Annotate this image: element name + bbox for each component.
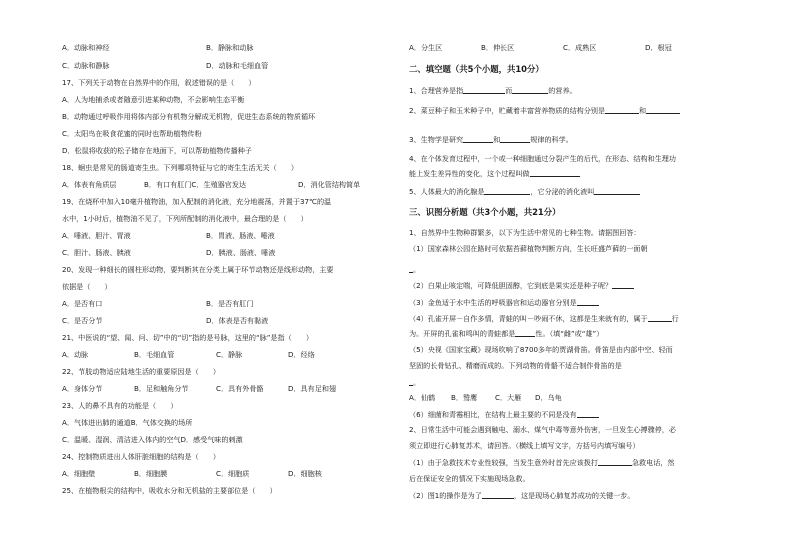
fill-q4-part-b: 能上发生差异性的变化，这个过程叫做 (409, 169, 530, 178)
q22-option-a: A．身体分节 (62, 384, 103, 393)
q18-options (62, 180, 360, 190)
q22-options (62, 384, 336, 394)
q22-stem: 22、节肢动物适应陆地生活的重要原因是（ ） (62, 367, 220, 376)
q20-options (62, 299, 253, 309)
q19-option-d: D．胰液、肠液、唾液 (206, 248, 276, 257)
fill-q5-part-a: 5、人体最大的消化腺是 (409, 187, 485, 196)
analysis-q2-line-1: 2、日常生活中可能会遇到触电、溺水、煤气中毒等意外伤害，一旦发生心搏骤停，必 (409, 425, 676, 434)
q25-stem: 25、在植物根尖的结构中，吸收水分和无机盐的主要部位是（ ） (62, 486, 277, 495)
q23-options-ab: A．气体进出肺的通道B．气体交换的场所 (62, 418, 193, 427)
q16-option-b: B．静脉和动脉 (206, 43, 254, 52)
q19-options-2 (62, 248, 275, 258)
fill-q2-blank-2[interactable] (646, 105, 680, 114)
q19-option-c: C．胆汁、肠液、胰液 (62, 248, 131, 257)
fill-q3 (409, 134, 573, 145)
analysis-q2-sub2-text-a: （2）图1的操作是为了 (409, 491, 482, 500)
fill-q3-part-b: 和 (493, 135, 501, 144)
fill-q1 (409, 85, 577, 96)
fill-q1-part-c: 的营养。 (548, 86, 577, 95)
fill-q3-blank-1[interactable] (463, 134, 493, 143)
analysis-q1-sub4-text-d: 性。（填“雌”或“雄”） (535, 329, 604, 338)
analysis-q1-sub4-text-c: 为。开屏的孔雀和鸣叫的青蛙都是 (409, 329, 516, 338)
analysis-q1-option-c: C．大雁 (495, 393, 522, 402)
q16-option-d: D．动脉和毛细血管 (206, 61, 269, 70)
analysis-q2-sub2-text-b: ，这是现场心肺复苏成功的关键一步。 (513, 491, 635, 500)
q24-options (62, 469, 322, 479)
q20-option-c: C．是否分节 (62, 316, 103, 325)
q20-option-a: A．是否有口 (62, 299, 103, 308)
q16-option-c: C．动脉和静脉 (62, 61, 110, 70)
analysis-q1-intro: 1、自然界中生物种群繁多，以下为生活中常见的七种生物。请据图回答： (409, 228, 641, 237)
q25-option-b: B．伸长区 (481, 43, 515, 52)
fill-q5-blank-2[interactable] (594, 186, 640, 195)
analysis-q1-sub1-cont (409, 264, 420, 275)
q19-options (62, 231, 275, 241)
analysis-q1-sub4-text: （4）孔雀开屏－自作多情，青蛙的叫－吵闹不休，这都是生来就有的，属于 (409, 314, 648, 323)
q25-option-a: A．分生区 (409, 43, 443, 52)
q18-option-a: A．体表有角质层 (62, 180, 117, 189)
fill-q4-line-1: 4、在个体发育过程中，一个或一种细胞通过分裂产生的后代，在形态、结构和生理功 (409, 154, 676, 163)
analysis-q2-sub2 (409, 490, 634, 501)
q19-option-a: A．唾液、胆汁、胃液 (62, 231, 131, 240)
q19-stem-1: 19、在烧杯中加入10毫升植物油，加入配制的消化液，充分地震荡，并置于37℃的温 (62, 197, 332, 206)
analysis-q1-sub2-text: （2）白果止咳定喘，可降低胆固醇，它到底是果实还是种子呢？ (409, 281, 613, 290)
analysis-q1-sub1-text: （1）国家森林公园在路时可依据苔藓植物判断方向，生长旺盛芦藓的一面朝 (409, 244, 648, 253)
analysis-q1-sub6 (409, 409, 599, 420)
analysis-q1-sub3 (409, 297, 599, 308)
q18-option-d: D．消化管结构简单 (298, 180, 361, 189)
q24-option-d: D．细胞核 (288, 469, 322, 478)
analysis-q2-sub2-blank[interactable] (482, 490, 514, 499)
analysis-q1-option-a: A．仙鹤 (409, 393, 436, 402)
analysis-q1-option-b: B．鹫鹰 (451, 393, 478, 402)
q22-option-b: B．足和触角分节 (134, 384, 189, 393)
q21-option-d: D．经络 (288, 350, 315, 359)
fill-q5-blank-1[interactable] (484, 186, 530, 195)
q25-options (409, 43, 672, 53)
fill-q1-blank-1[interactable] (463, 85, 505, 94)
analysis-q1-sub1-end: 。 (413, 265, 421, 274)
analysis-q1-sub4 (409, 313, 679, 324)
fill-q3-part-c: 规律的科学。 (530, 135, 573, 144)
analysis-q1-sub5-end: 。 (413, 378, 421, 387)
analysis-q1-sub5-line-3 (409, 377, 420, 388)
q19-option-b: B．胃液、肠液、唾液 (206, 231, 275, 240)
q17-stem: 17、下列关于动物在自然界中的作用，叙述错误的是（ ） (62, 78, 256, 87)
q18-stem: 18、蛔虫是常见的肠道寄生虫。下列哪项特征与它的寄生生活无关（ ） (62, 163, 299, 172)
q24-stem: 24、控制物质进出人体肝脏细胞的结构是（ ） (62, 452, 220, 461)
q23-options-cd: C．温暖、湿润、清洁进入体内的空气D．感受气味的刺激 (62, 435, 243, 444)
q21-stem: 21、中医说的“望、闻、问、切”中的“切”指的是号脉，这里的“脉”是指（ ） (62, 333, 313, 342)
analysis-q1-sub4-blank-1[interactable] (648, 313, 672, 322)
fill-q2-part-a: 2、菜豆种子和玉米种子中，贮藏着丰富营养物质的结构分别是 (409, 106, 606, 115)
q20-options-2 (62, 316, 268, 326)
q23-stem: 23、人的鼻不具有的功能是（ ） (62, 401, 178, 410)
fill-q2 (409, 105, 680, 116)
fill-q2-blank-1[interactable] (605, 105, 639, 114)
analysis-q1-sub2 (409, 280, 634, 291)
q18-option-bc: B．有口有肛门C．生殖器官发达 (144, 180, 247, 189)
analysis-q1-option-d: D．乌龟 (535, 393, 562, 402)
analysis-q2-sub1-text-b: 急救电话，然 (631, 458, 675, 467)
q24-option-a: A．细胞壁 (62, 469, 96, 478)
q16-options-2 (62, 61, 268, 71)
analysis-q2-sub1-text-a: （1）由于急救技术专业性较强，当发生意外时首先应该拨打 (409, 458, 598, 467)
analysis-q1-sub3-text: （3）金鱼适于水中生活的呼吸器官和运动器官分别是 (409, 298, 577, 307)
q17-option-b: B．动物通过呼吸作用将体内部分有机物分解成无机物，促进生态系统的物质循环 (62, 112, 316, 121)
fill-q1-part-a: 1、合理营养是指 (409, 86, 464, 95)
q22-option-d: D．具有足和翅 (288, 384, 337, 393)
analysis-q1-sub1 (409, 244, 648, 254)
q20-option-d: D．体表是否有黏液 (206, 316, 269, 325)
fill-q3-part-a: 3、生物学是研究 (409, 135, 464, 144)
q22-option-c: C．具有外骨骼 (216, 384, 264, 393)
q17-option-c: C．太阳鸟在吸食花蜜的同时也帮助植物传粉 (62, 129, 202, 138)
section-2-heading: 二、填空题（共5个小题，共10分） (409, 64, 544, 74)
analysis-q1-sub6-text: （6）细菌和青霉相比，在结构上最主要的不同是没有 (409, 410, 577, 419)
q17-option-d: D．松鼠将收获的松子储存在地面下，可以帮助植物传播种子 (62, 146, 252, 155)
q21-option-a: A．动脉 (62, 350, 89, 359)
analysis-q2-sub1-blank[interactable] (598, 457, 632, 466)
fill-q5-part-b: ，它分泌的消化液叫 (530, 187, 595, 196)
section-3-heading: 三、识图分析题（共3个小题，共21分） (409, 207, 561, 217)
fill-q1-blank-2[interactable] (512, 85, 548, 94)
q20-stem-1: 20、发现一种细长的圆柱形动物，要判断其在分类上属于环节动物还是线形动物，主要 (62, 265, 334, 274)
fill-q4-blank[interactable] (530, 168, 580, 177)
q21-option-c: C．静脉 (216, 350, 243, 359)
analysis-q1-sub6-blank[interactable] (577, 409, 599, 418)
q20-option-b: B．是否有肛门 (206, 299, 254, 308)
fill-q4-line-2 (409, 168, 580, 179)
fill-q3-blank-2[interactable] (500, 134, 530, 143)
q21-options (62, 350, 315, 360)
fill-q5 (409, 186, 640, 197)
q16-option-a: A．动脉和神经 (62, 43, 110, 52)
q17-option-a: A．人为地捕杀或者随意引进某种动物，不会影响生态平衡 (62, 95, 245, 104)
analysis-q1-sub4-blank-2[interactable] (515, 328, 535, 337)
analysis-q2-line-2: 须立即进行心肺复苏术，请回答。（横线上填写文字，方括号内填写编号） (409, 441, 640, 450)
analysis-q1-sub4-cont (409, 328, 603, 339)
analysis-q2-sub1-cont: 后在保证安全的情况下实施现场急救。 (409, 474, 530, 483)
q21-option-b: B．毛细血管 (134, 350, 175, 359)
analysis-q2-sub1 (409, 457, 675, 468)
q24-option-c: C．细胞质 (216, 469, 250, 478)
q16-options (62, 43, 253, 53)
q25-option-d: D．根冠 (645, 43, 672, 52)
analysis-q1-sub2-blank[interactable] (612, 280, 634, 289)
q20-stem-2: 依据是（ ） (62, 282, 112, 291)
analysis-q1-sub5-options (409, 393, 562, 403)
analysis-q1-sub4-text-b: 行 (671, 314, 679, 323)
fill-q1-part-b: 而 (505, 86, 513, 95)
analysis-q1-sub3-blank[interactable] (577, 297, 599, 306)
q25-option-c: C．成熟区 (563, 43, 597, 52)
fill-q2-part-b: 和 (639, 106, 647, 115)
q24-option-b: B．细胞膜 (134, 469, 168, 478)
analysis-q1-sub5-line-2: 坚固的长骨钻孔、精磨而成的。下列动物的骨骼不适合制作骨笛的是 (409, 361, 622, 370)
analysis-q1-sub5-line-1: （5）央视《国家宝藏》现场吹响了8700多年的贾湖骨笛。骨笛是由内部中空、轻而 (409, 345, 673, 354)
q19-stem-2: 水中，1小时后，植物油不见了，下列所配制的消化液中，最合理的是（ ） (62, 214, 308, 223)
